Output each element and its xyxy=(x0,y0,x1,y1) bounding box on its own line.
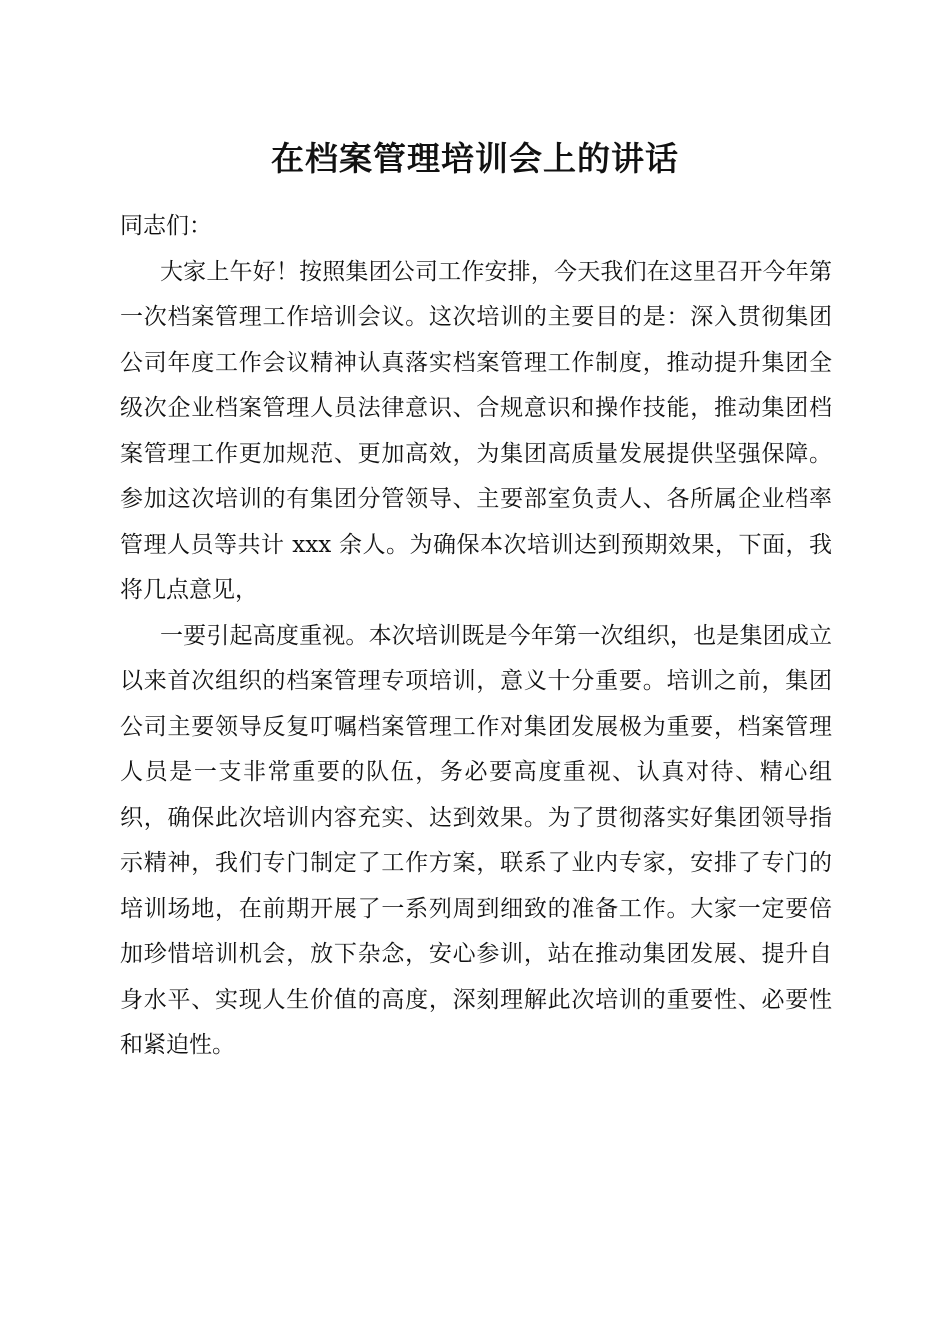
paragraph-point-one: 一要引起高度重视。本次培训既是今年第一次组织，也是集团成立以来首次组织的档案管理专项培训，意义十分重要。培训之前，集团公司主要领导反复叮嘱档案管理工作对集团发展极为重要，档案管理人员是一支非常重要的队伍，务必要高度重视、认真对待、精心组织，确保此次培训内容充实、达到效果。为了贯彻落实好集团领导指示精神，我们专门制定了工作方案，联系了业内专家，安排了专门的培训场地，在前期开展了一系列周到细致的准备工作。大家一定要倍加珍惜培训机会，放下杂念，安心参训，站在推动集团发展、提升自身水平、实现人生价值的高度，深刻理解此次培训的重要性、必要性和紧迫性。 xyxy=(120,622,832,1058)
paragraph-opening: 大家上午好！按照集团公司工作安排，今天我们在这里召开今年第一次档案管理工作培训会议。这次培训的主要目的是：深入贯彻集团公司年度工作会议精神认真落实档案管理工作制度，推动提升集团全级次企业档案管理人员法律意识、合规意识和操作技能，推动集团档案管理工作更加规范、更加高效，为集团高质量发展提供坚强保障。参加这次培训的有集团分管领导、主要部室负责人、各所属企业档率管理人员等共计 xxx 余人。为确保本次培训达到预期效果，下面，我将几点意见， xyxy=(120,258,832,603)
salutation: 同志们： xyxy=(120,213,212,239)
document-body xyxy=(120,204,832,1069)
document-title: 在档案管理培训会上的讲话 xyxy=(271,139,679,178)
